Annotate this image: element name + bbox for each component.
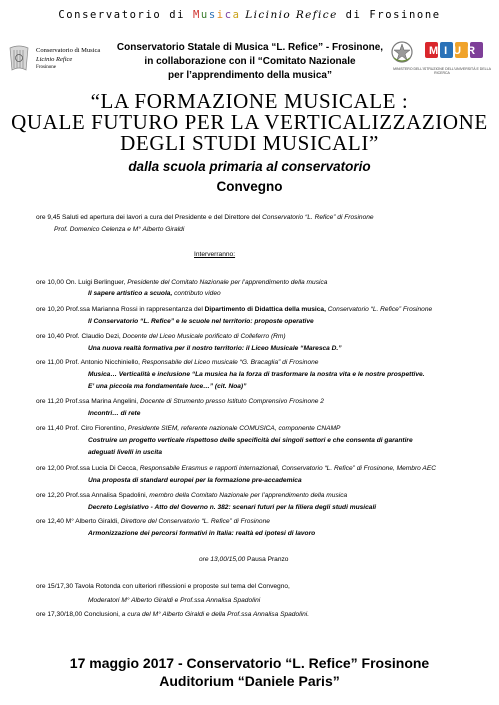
break-time: ore 13,00/15,00 [199, 556, 246, 563]
header-musica-letter: M [193, 9, 201, 21]
organizer-block [114, 41, 386, 83]
item-1-topic-row [88, 290, 221, 298]
item-4-speaker: Prof. Antonio Nicchiniello, [63, 359, 142, 366]
italian-republic-emblem-icon [390, 40, 414, 64]
header-musica-letter: s [208, 9, 217, 21]
opening-names: Prof. Domenico Celenza e M° Alberto Giraldi [54, 226, 185, 233]
event-auditorium: Auditorium “Daniele Paris” [159, 673, 340, 689]
header-musica-letter: a [232, 9, 241, 21]
logo-line1: Conservatorio di Musica [36, 47, 101, 54]
item-4-time: ore 11,00 [36, 359, 64, 366]
break-text: Pausa Pranzo [245, 556, 289, 563]
item-7-topic: Una proposta di standard europei per la formazione pre-accademica [88, 477, 302, 484]
item-2-speaker: Prof.ssa Marianna Rossi in rappresentanza del [63, 306, 205, 313]
item-1-speaker: On. Luigi Berlinguer, [63, 279, 128, 286]
header-musica-letters [193, 9, 241, 21]
organizer-line1: Conservatorio Statale di Musica “L. Refice” - Frosinone, [116, 42, 384, 53]
header-text-frosinone: di Frosinone [337, 9, 441, 21]
event-subtitle: dalla scuola primaria al conservatorio [128, 159, 371, 174]
item-4-row [36, 359, 318, 367]
header-musica-letter: c [224, 9, 233, 21]
item-2-dept: Dipartimento di Didattica della musica, [204, 306, 326, 313]
interventions-label: Interverranno: [194, 251, 236, 258]
item-6-speaker: Prof. Ciro Fiorentino, [63, 425, 128, 432]
item-1-topic-note: contributo video [172, 290, 221, 297]
opening-row [36, 214, 374, 222]
logo-line2: Licinio Refice [36, 55, 73, 63]
logo-text [36, 47, 100, 73]
item-7-time: ore 12,00 [36, 465, 64, 472]
item-6-time: ore 11,40 [36, 425, 64, 432]
roundtable-moderators: Moderatori M° Alberto Giraldi e Prof.ssa Annalisa Spadolini [88, 597, 261, 604]
header-musica-letter: i [216, 9, 225, 21]
event-type: Convegno [216, 179, 283, 194]
item-9-time: ore 12,40 [36, 518, 64, 525]
item-2-topic: Il Conservatorio “L. Refice” e le scuole nel territorio: proposte operative [88, 318, 314, 325]
opening-text: Saluti ed apertura dei lavori a cura del Presidente e del Direttore del [60, 214, 263, 221]
item-5-topic: Incontri… di rete [88, 410, 141, 417]
organizer-line2: in collaborazione con il “Comitato Nazionale [144, 56, 356, 67]
item-9-row [36, 518, 270, 526]
item-3-speaker: Prof. Claudio Dezi, [63, 333, 123, 340]
item-6-topic: Costruire un progetto verticale rispettoso delle specificità dei singoli settori e che consenta di garantire [88, 437, 413, 444]
organizer-line3: per l’apprendimento della musica” [168, 70, 332, 81]
opening-time: ore 9,45 [36, 214, 61, 221]
closing-time: ore 17,30/18,00 [36, 611, 83, 618]
item-1-role: Presidente del Comitato Nazionale per l’apprendimento della musica [127, 279, 328, 286]
item-8-topic: Decreto Legislativo - Atto del Governo n. 382: scenari futuri per la filiera degli studi musicali [88, 504, 377, 511]
item-8-speaker: Prof.ssa Annalisa Spadolini, [63, 492, 150, 499]
item-7-role: Responsabile Erasmus e rapporti internazionali, Conservatorio “L. Refice” di Frosinone, Membro AEC [139, 465, 436, 472]
item-5-row [36, 398, 324, 406]
item-9-speaker: M° Alberto Giraldi, [63, 518, 121, 525]
item-6-topic-2: adeguati livelli in uscita [88, 449, 163, 456]
opening-org: Conservatorio “L. Refice” di Frosinone [262, 214, 374, 221]
item-9-topic: Armonizzazione dei percorsi formativi in Italia: realtà ed ipotesi di lavoro [88, 530, 316, 537]
conservatorio-logo-icon [8, 44, 30, 72]
closing-text: Conclusioni, [82, 611, 122, 618]
item-8-row [36, 492, 347, 500]
item-3-topic: Una nuova realtà formativa per il nostro territorio: il Liceo Musicale “Maresca D.” [88, 345, 342, 352]
title-line3: DEGLI STUDI MUSICALI” [120, 131, 379, 155]
item-2-time: ore 10,20 [36, 306, 64, 313]
roundtable-time: ore 15/17,30 [36, 583, 74, 590]
header-banner [0, 9, 499, 21]
miur-logo [424, 40, 486, 60]
item-6-role: Presidente SIEM, referente nazionale COMUSICA, componente CNAMP [127, 425, 341, 432]
header-musica-letter: u [200, 9, 209, 21]
item-1-topic: Il sapere artistico a scuola, [88, 290, 173, 297]
item-3-time: ore 10,40 [36, 333, 64, 340]
item-2-role: Conservatorio “L. Refice” Frosinone [325, 306, 433, 313]
item-2-row [36, 306, 432, 314]
item-5-role: Docente di Strumento presso Istituto Comprensivo Frosinone 2 [139, 398, 324, 405]
item-1-row [36, 279, 327, 287]
item-8-role: membro della Comitato Nazionale per l’apprendimento della musica [149, 492, 348, 499]
item-4-topic: Musica… Verticalità e inclusione “La musica ha la forza di trasformare la nostra vita e le nostre prospettive. [88, 371, 425, 378]
item-4-role: Responsabile del Liceo musicale “G. Bracaglia” di Frosinone [141, 359, 319, 366]
roundtable-text: Tavola Rotonda con ulteriori riflessioni e proposte sul tema del Convegno, [73, 583, 290, 590]
closing-row [36, 611, 309, 619]
item-7-row [36, 465, 436, 473]
event-title [0, 91, 499, 154]
header-text-refice: Licinio Refice [240, 9, 338, 21]
item-5-speaker: Prof.ssa Marina Angelini, [63, 398, 140, 405]
item-6-row [36, 425, 340, 433]
title-line2: QUALE FUTURO PER LA VERTICALIZZAZIONE [11, 110, 488, 134]
roundtable-row [36, 583, 290, 591]
logo-line3: Frosinone [36, 65, 56, 70]
conservatorio-logo [8, 42, 108, 76]
event-date-venue: 17 maggio 2017 - Conservatorio “L. Refice” Frosinone [69, 655, 430, 671]
item-7-speaker: Prof.ssa Lucia Di Cecca, [63, 465, 140, 472]
item-5-time: ore 11,20 [36, 398, 64, 405]
closing-names: a cura del M° Alberto Giraldi e della Prof.ssa Annalisa Spadolini. [121, 611, 310, 618]
item-3-role: Docente del Liceo Musicale porificato di Colleferro (Rm) [122, 333, 286, 340]
item-8-time: ore 12,20 [36, 492, 64, 499]
item-4-topic-2: E’ una piccola ma fondamentale luce…” (cit. Noa)” [88, 383, 247, 390]
title-line1: “LA FORMAZIONE MUSICALE : [90, 89, 409, 113]
ministry-caption: MINISTERO DELL'ISTRUZIONE DELL'UNIVERSITÀ E DELLA RICERCA [393, 67, 491, 75]
item-1-time: ore 10,00 [36, 279, 64, 286]
miur-text: MIUR [428, 45, 482, 57]
item-9-role: Direttore del Conservatorio “L. Refice” di Frosinone [120, 518, 270, 525]
header-text-conservatorio: Conservatorio di [58, 9, 193, 21]
break-row [199, 556, 288, 564]
item-3-row [36, 333, 286, 341]
